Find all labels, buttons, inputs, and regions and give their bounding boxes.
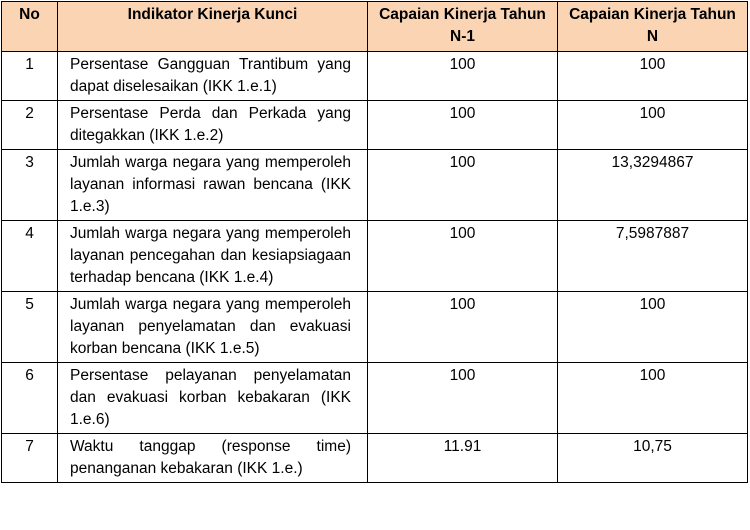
indicator-text: Persentase pelayanan penyelamatan dan evakuasi korban kebakaran (IKK 1.e.6) <box>70 367 351 428</box>
cell-prev-value: 100 <box>368 52 558 101</box>
header-no: No <box>2 2 58 52</box>
cell-no: 7 <box>2 434 58 483</box>
table-row <box>2 434 748 483</box>
indicator-text: Jumlah warga negara yang memperoleh layanan penyelamatan dan evakuasi korban bencana (IKK 1.e.5) <box>70 296 351 357</box>
cell-current-value: 7,5987887 <box>558 221 748 292</box>
cell-prev-value: 100 <box>368 292 558 363</box>
cell-prev-value: 100 <box>368 101 558 150</box>
table-body <box>2 52 748 483</box>
cell-indicator <box>58 292 368 363</box>
cell-no: 5 <box>2 292 58 363</box>
cell-no: 6 <box>2 363 58 434</box>
cell-current-value: 100 <box>558 101 748 150</box>
cell-current-value: 10,75 <box>558 434 748 483</box>
cell-indicator <box>58 434 368 483</box>
header-row <box>2 2 748 52</box>
indicator-text: Jumlah warga negara yang memperoleh layanan informasi rawan bencana (IKK 1.e.3) <box>70 154 351 215</box>
table-row <box>2 150 748 221</box>
header-current-year: Capaian Kinerja Tahun N <box>558 2 748 52</box>
cell-current-value: 100 <box>558 52 748 101</box>
cell-indicator <box>58 52 368 101</box>
cell-indicator <box>58 101 368 150</box>
cell-prev-value: 100 <box>368 150 558 221</box>
cell-no: 4 <box>2 221 58 292</box>
cell-prev-value: 11.91 <box>368 434 558 483</box>
cell-prev-value: 100 <box>368 221 558 292</box>
cell-indicator <box>58 150 368 221</box>
cell-indicator <box>58 221 368 292</box>
table-row <box>2 363 748 434</box>
cell-no: 2 <box>2 101 58 150</box>
kpi-table <box>1 1 748 483</box>
cell-current-value: 100 <box>558 363 748 434</box>
cell-indicator <box>58 363 368 434</box>
indicator-text: Waktu tanggap (response time) penanganan kebakaran (IKK 1.e.) <box>70 438 351 477</box>
header-prev-year: Capaian Kinerja Tahun N-1 <box>368 2 558 52</box>
table-row <box>2 101 748 150</box>
cell-prev-value: 100 <box>368 363 558 434</box>
table-row <box>2 221 748 292</box>
table-row <box>2 292 748 363</box>
table-row <box>2 52 748 101</box>
cell-current-value: 13,3294867 <box>558 150 748 221</box>
indicator-text: Persentase Gangguan Trantibum yang dapat diselesaikan (IKK 1.e.1) <box>70 56 351 95</box>
cell-current-value: 100 <box>558 292 748 363</box>
table-header <box>2 2 748 52</box>
indicator-text: Jumlah warga negara yang memperoleh layanan pencegahan dan kesiapsiagaan terhadap bencana (IKK 1.e.4) <box>70 225 351 286</box>
cell-no: 1 <box>2 52 58 101</box>
header-indicator: Indikator Kinerja Kunci <box>58 2 368 52</box>
cell-no: 3 <box>2 150 58 221</box>
indicator-text: Persentase Perda dan Perkada yang ditegakkan (IKK 1.e.2) <box>70 105 351 144</box>
